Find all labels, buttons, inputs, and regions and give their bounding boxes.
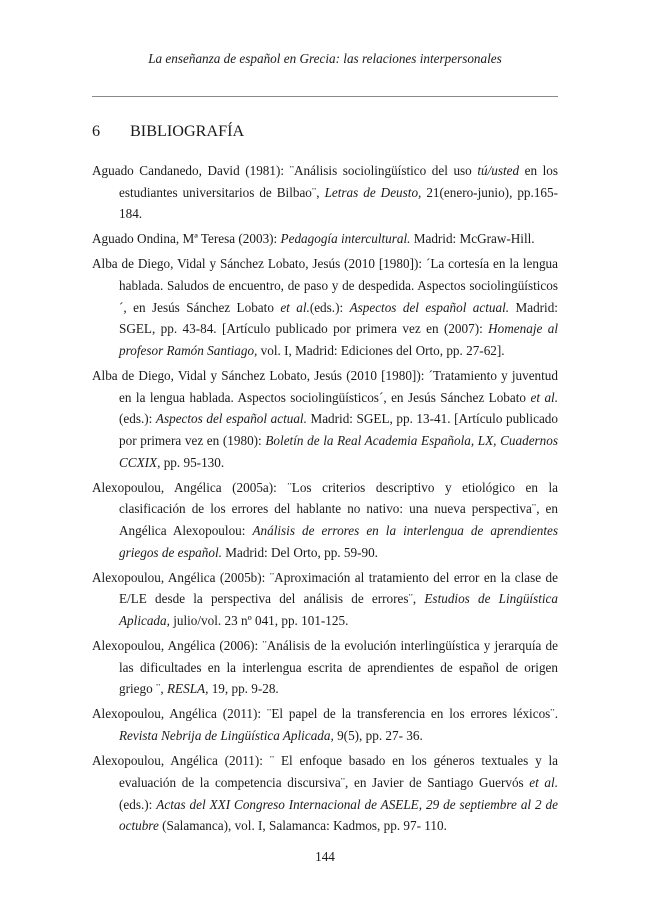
entry-text: Madrid: SGEL, pp. 43-84. [Artículo publicado por primera vez en (2007): [119, 299, 558, 337]
entry-italic-text: tú/usted [477, 163, 520, 178]
bibliography-entry [92, 253, 558, 361]
entry-text: Alexopoulou, Angélica (2011): ¨ El enfoque basado en los géneros textuales y la evaluación de la competencia discursiva¨, en Javier de Santiago Guervós [92, 753, 558, 790]
entry-italic-text: Aspectos del español actual. [349, 299, 510, 315]
entry-text: Alba de Diego, Vidal y Sánchez Lobato, Jesús (2010 [1980]): ´La cortesía en la lengua hablada. Saludos de encuentro, de paso y de despedida. Aspectos sociolingüísticos´, en Jesús Sánchez Lobato [92, 256, 558, 315]
bibliography-entry [92, 477, 558, 564]
bibliography-list [92, 160, 558, 840]
section-heading [92, 120, 244, 142]
entry-text: Aguado Ondina, Mª Teresa (2003): [92, 231, 281, 247]
entry-text: vol. I, Madrid: Ediciones del Orto, pp. 27-62]. [257, 343, 505, 359]
entry-italic-text: Actas del XXI Congreso Internacional de ASELE, 29 de septiembre al 2 de octubre [119, 796, 559, 834]
bibliography-entry [92, 750, 558, 837]
entry-text: Alexopoulou, Angélica (2005b): ¨Aproximación al tratamiento del error en la clase de E/LE desde la perspectiva del análisis de errores¨, [92, 569, 558, 607]
entry-text: Madrid: McGraw-Hill. [410, 231, 535, 247]
bibliography-entry [92, 635, 558, 700]
entry-italic-text: RESLA, [166, 681, 209, 697]
entry-text: Alexopoulou, Angélica (2011): ¨El papel de la transferencia en los errores léxicos¨. [92, 706, 558, 722]
entry-text: 19, pp. 9-28. [208, 681, 279, 697]
entry-text: 21(enero-junio), pp.165-184. [119, 184, 558, 222]
header-rule [92, 96, 558, 97]
entry-italic-text: Letras de Deusto, [324, 184, 422, 200]
entry-italic-text: Homenaje al profesor Ramón Santiago, [119, 321, 558, 359]
entry-text: Aguado Candanedo, David (1981): ¨Análisis sociolingüístico del uso [92, 163, 478, 178]
entry-italic-text: Boletín de la Real Academia Española, LX, Cuadernos CCXIX, [119, 433, 559, 470]
entry-italic-text: Pedagogía intercultural. [280, 231, 411, 247]
entry-text: (eds.): [119, 411, 156, 427]
entry-text: (Salamanca), vol. I, Salamanca: Kadmos, pp. 97- 110. [158, 818, 447, 834]
entry-text: Alexopoulou, Angélica (2005a): ¨Los criterios descriptivo y etiológico en la clasificación de los errores del hablante no nativo: una nueva perspectiva¨, en Angélica Alexopoulou: [92, 479, 558, 539]
entry-text: 9(5), pp. 27- 36. [333, 728, 423, 744]
entry-text: pp. 95-130. [160, 454, 225, 470]
entry-text: julio/vol. 23 nº 041, pp. 101-125. [169, 613, 349, 629]
entry-text: (eds.): [309, 299, 350, 315]
entry-italic-text: Revista Nebrija de Lingüística Aplicada, [119, 728, 334, 744]
entry-text: Madrid: Del Orto, pp. 59-90. [221, 544, 378, 560]
entry-italic-text: et al. [280, 299, 310, 315]
entry-italic-text: Estudios de Lingüística Aplicada, [119, 591, 558, 629]
bibliography-entry [92, 703, 558, 746]
bibliography-entry [92, 160, 558, 225]
entry-text: Alba de Diego, Vidal y Sánchez Lobato, Jesús (2010 [1980]): ´Tratamiento y juventud en la lengua hablada. Aspectos sociolingüísticos´, en Jesús Sánchez Lobato [92, 368, 558, 405]
section-number: 6 [92, 122, 101, 140]
entry-text: Alexopoulou, Angélica (2006): ¨Análisis de la evolución interlingüística y jerarquía de las dificultades en la interlengua escrita de aprendientes de español de origen griego ¨, [92, 638, 558, 697]
entry-italic-text: Análisis de errores en la interlengua de aprendientes griegos de español. [119, 523, 558, 560]
section-title: BIBLIOGRAFÍA [130, 122, 245, 140]
entry-italic-text: et al. [529, 774, 558, 790]
entry-italic-text: et al. [530, 389, 558, 405]
page-number: 144 [315, 849, 335, 864]
bibliography-entry [92, 567, 558, 632]
entry-text: Madrid: SGEL, pp. 13-41. [Artículo publicado por primera vez en (1980): [119, 411, 558, 449]
bibliography-entry [92, 365, 558, 473]
entry-text: en los estudiantes universitarios de Bilbao¨, [119, 163, 558, 200]
entry-italic-text: Aspectos del español actual. [155, 411, 307, 427]
entry-text: (eds.): [119, 796, 157, 812]
bibliography-entry [92, 228, 558, 250]
running-header: La enseñanza de español en Grecia: las relaciones interpersonales [148, 51, 502, 66]
